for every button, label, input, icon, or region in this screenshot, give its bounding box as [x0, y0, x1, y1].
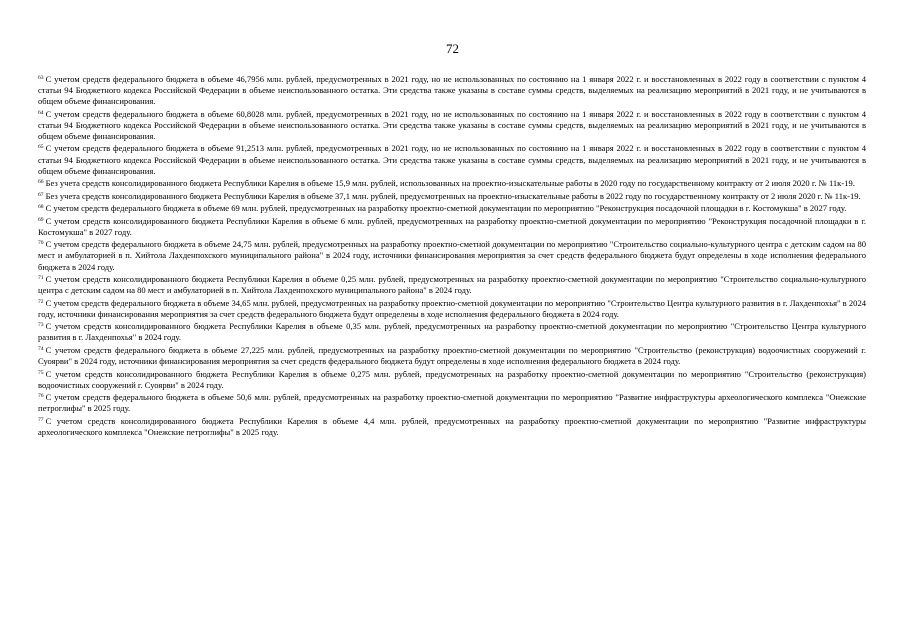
footnote	[38, 239, 866, 272]
footnotes-list	[38, 74, 866, 439]
footnote-text: Без учета средств консолидированного бюджета Республики Карелия в объеме 15,9 млн. рублей, использованных на проектно-изыскательные работы в 2020 году по государственному контракту от 2 июля 2020 г. № 11к-19.	[45, 178, 855, 189]
footnote	[38, 321, 866, 343]
footnote-number: 65	[38, 144, 44, 151]
footnote-text: С учетом средств консолидированного бюджета Республики Карелия в объеме 0,275 млн. рублей, предусмотренных на разработку проектно-сметной документации по мероприятию "Строительство (реконструкция) водоочистных сооружений г. Суоярви" в 2024 году.	[38, 368, 866, 390]
footnote	[38, 109, 866, 142]
footnote-number: 77	[38, 416, 44, 423]
footnote-text: С учетом средств федерального бюджета в объеме 27,225 млн. рублей, предусмотренных на разработку проектно-сметной документации по мероприятию "Строительство (реконструкция) водоочистных сооружений г. Суоярви" в 2024 году, источники финансирования мероприятия за счет средств федерального бюджета будут определены в ходе исполнения федерального бюджета в 2024 году.	[38, 344, 866, 367]
footnote-number: 69	[38, 216, 44, 223]
footnote-text: Без учета средств консолидированного бюджета Республики Карелия в объеме 37,1 млн. рублей, предусмотренных на проектно-изыскательные работы в 2022 году по государственному контракту от 2 июля 2020 г. № 11к-19.	[45, 190, 861, 201]
footnote-text: С учетом средств консолидированного бюджета Республики Карелия в объеме 4,4 млн. рублей, предусмотренных на разработку проектно-сметной документации по мероприятию "Развитие инфраструктуры археологического комплекса "Онежские петроглифы" в 2025 году.	[38, 415, 866, 437]
footnote-text: С учетом средств федерального бюджета в объеме 91,2513 млн. рублей, предусмотренных в 2021 году, но не использованных по состоянию на 1 января 2022 г. и восстановленных в 2022 году в соответствии с пунктом 4 статьи 94 Бюджетного кодекса Российской Федерации в объеме неиспользованного остатка. Эти средства также указаны в составе суммы средств, выделяемых на реализацию мероприятий в 2021 году, и не учитываются в общем объеме финансирования.	[38, 143, 866, 176]
footnote-number: 64	[38, 109, 44, 116]
footnote-text: С учетом средств федерального бюджета в объеме 46,7956 млн. рублей, предусмотренных в 2021 году, но не использованных по состоянию на 1 января 2022 г. и восстановленных в 2022 году в соответствии с пунктом 4 статьи 94 Бюджетного кодекса Российской Федерации в объеме неиспользованного остатка. Эти средства также указаны в составе суммы средств, выделяемых на реализацию мероприятий в 2021 году, и не учитываются в общем объеме финансирования.	[38, 74, 866, 107]
footnote-text: С учетом средств федерального бюджета в объеме 60,8028 млн. рублей, предусмотренных в 2021 году, но не использованных по состоянию на 1 января 2022 г. и восстановленных в 2022 году в соответствии с пунктом 4 статьи 94 Бюджетного кодекса Российской Федерации в объеме неиспользованного остатка. Эти средства также указаны в составе суммы средств, выделяемых на реализацию мероприятий в 2021 году, и не учитываются в общем объеме финансирования.	[38, 108, 866, 141]
footnote	[38, 74, 866, 107]
footnote-text: С учетом средств консолидированного бюджета Республики Карелия в объеме 6 млн. рублей, предусмотренных на разработку проектно-сметной документации по мероприятию "Реконструкция посадочной площадки в г. Костомукша" в 2027 году.	[38, 215, 866, 237]
footnote	[38, 143, 866, 176]
footnote	[38, 178, 866, 189]
footnote-number: 67	[38, 191, 44, 198]
footnote	[38, 392, 866, 414]
footnote-number: 74	[38, 345, 44, 352]
footnote-text: С учетом средств консолидированного бюджета Республики Карелия в объеме 0,35 млн. рублей, предусмотренных на разработку проектно-сметной документации по мероприятию "Строительство Центра культурного развития в г. Лахденпохья" в 2024 году.	[38, 321, 866, 343]
footnote	[38, 298, 866, 320]
footnote-number: 63	[38, 75, 44, 81]
footnote-text: С учетом средств федерального бюджета в объеме 24,75 млн. рублей, предусмотренных на разработку проектно-сметной документации по мероприятию "Строительство социально-культурного центра с детским садом на 80 мест и амбулаторией в п. Хийтола Лахденпохского муниципального района" в 2024 году, источники финансирования мероприятия за счет средств федерального бюджета будут определены в ходе исполнения федерального бюджета в 2024 году.	[38, 239, 866, 272]
footnote-number: 66	[38, 179, 44, 186]
footnote-number: 70	[38, 240, 44, 247]
footnote-text: С учетом средств федерального бюджета в объеме 69 млн. рублей, предусмотренных на разработку проектно-сметной документации по мероприятию "Реконструкция посадочной площадки в г. Костомукша" в 2027 году.	[45, 203, 847, 214]
footnote	[38, 369, 866, 391]
footnote	[38, 203, 866, 214]
footnote-number: 76	[38, 393, 44, 400]
footnote-number: 71	[38, 275, 44, 282]
footnote-text: С учетом средств федерального бюджета в объеме 34,65 млн. рублей, предусмотренных на разработку проектно-сметной документации по мероприятию "Строительство Центра культурного развития в г. Лахденпохья" в 2024 году, источники финансирования мероприятия за счет средств федерального бюджета будут определены в ходе исполнения федерального бюджета в 2024 году.	[38, 297, 866, 319]
footnote-number: 72	[38, 298, 44, 305]
page-number: 72	[446, 41, 459, 56]
footnote-number: 75	[38, 369, 44, 376]
footnote	[38, 416, 866, 438]
footnote	[38, 216, 866, 238]
footnote	[38, 274, 866, 296]
footnote-text: С учетом средств консолидированного бюджета Республики Карелия в объеме 0,25 млн. рублей, предусмотренных на разработку проектно-сметной документации по мероприятию "Строительство социально-культурного центра с детским садом на 80 мест и амбулаторией в п. Хийтола Лахденпохского муниципального района" в 2024 году.	[38, 274, 866, 296]
footnote-number: 73	[38, 322, 44, 329]
footnote-number: 68	[38, 204, 44, 211]
footnote-text: С учетом средств федерального бюджета в объеме 50,6 млн. рублей, предусмотренных на разработку проектно-сметной документации по мероприятию "Развитие инфраструктуры археологического комплекса "Онежские петроглифы" в 2025 году.	[38, 392, 866, 414]
footnote	[38, 191, 866, 202]
footnote	[38, 345, 866, 367]
